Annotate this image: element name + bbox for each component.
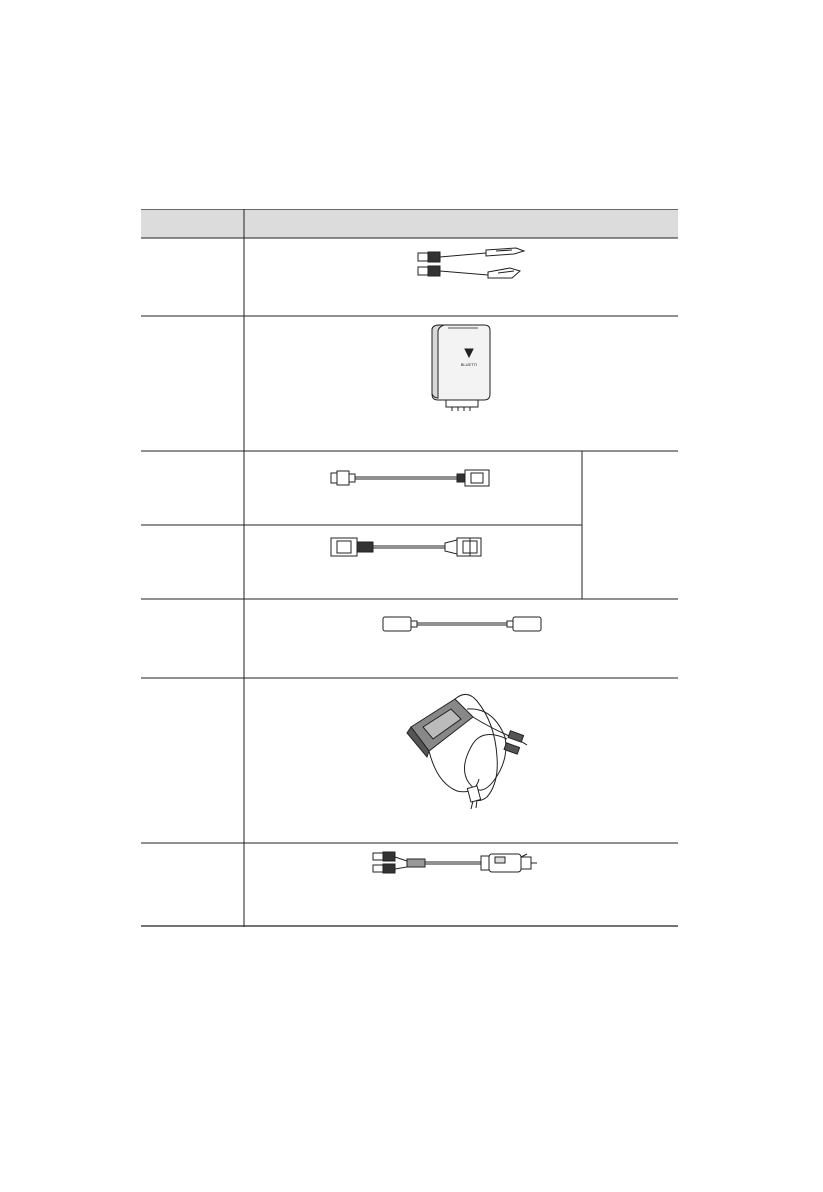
battery-module-illustration (426, 322, 496, 412)
usb-c-cable-illustration (381, 613, 543, 637)
connection-cable-b-illustration (329, 534, 501, 562)
ac-power-adapter-illustration (397, 687, 537, 817)
accessories-table (141, 209, 678, 927)
table-frame (141, 209, 678, 927)
connection-cable-a-illustration (329, 466, 499, 492)
car-charging-cable-illustration (371, 849, 551, 879)
brand-logo-text: BLUETTI (460, 362, 478, 367)
table-header-row (141, 209, 678, 238)
battery-clamp-cable-illustration (416, 247, 531, 285)
